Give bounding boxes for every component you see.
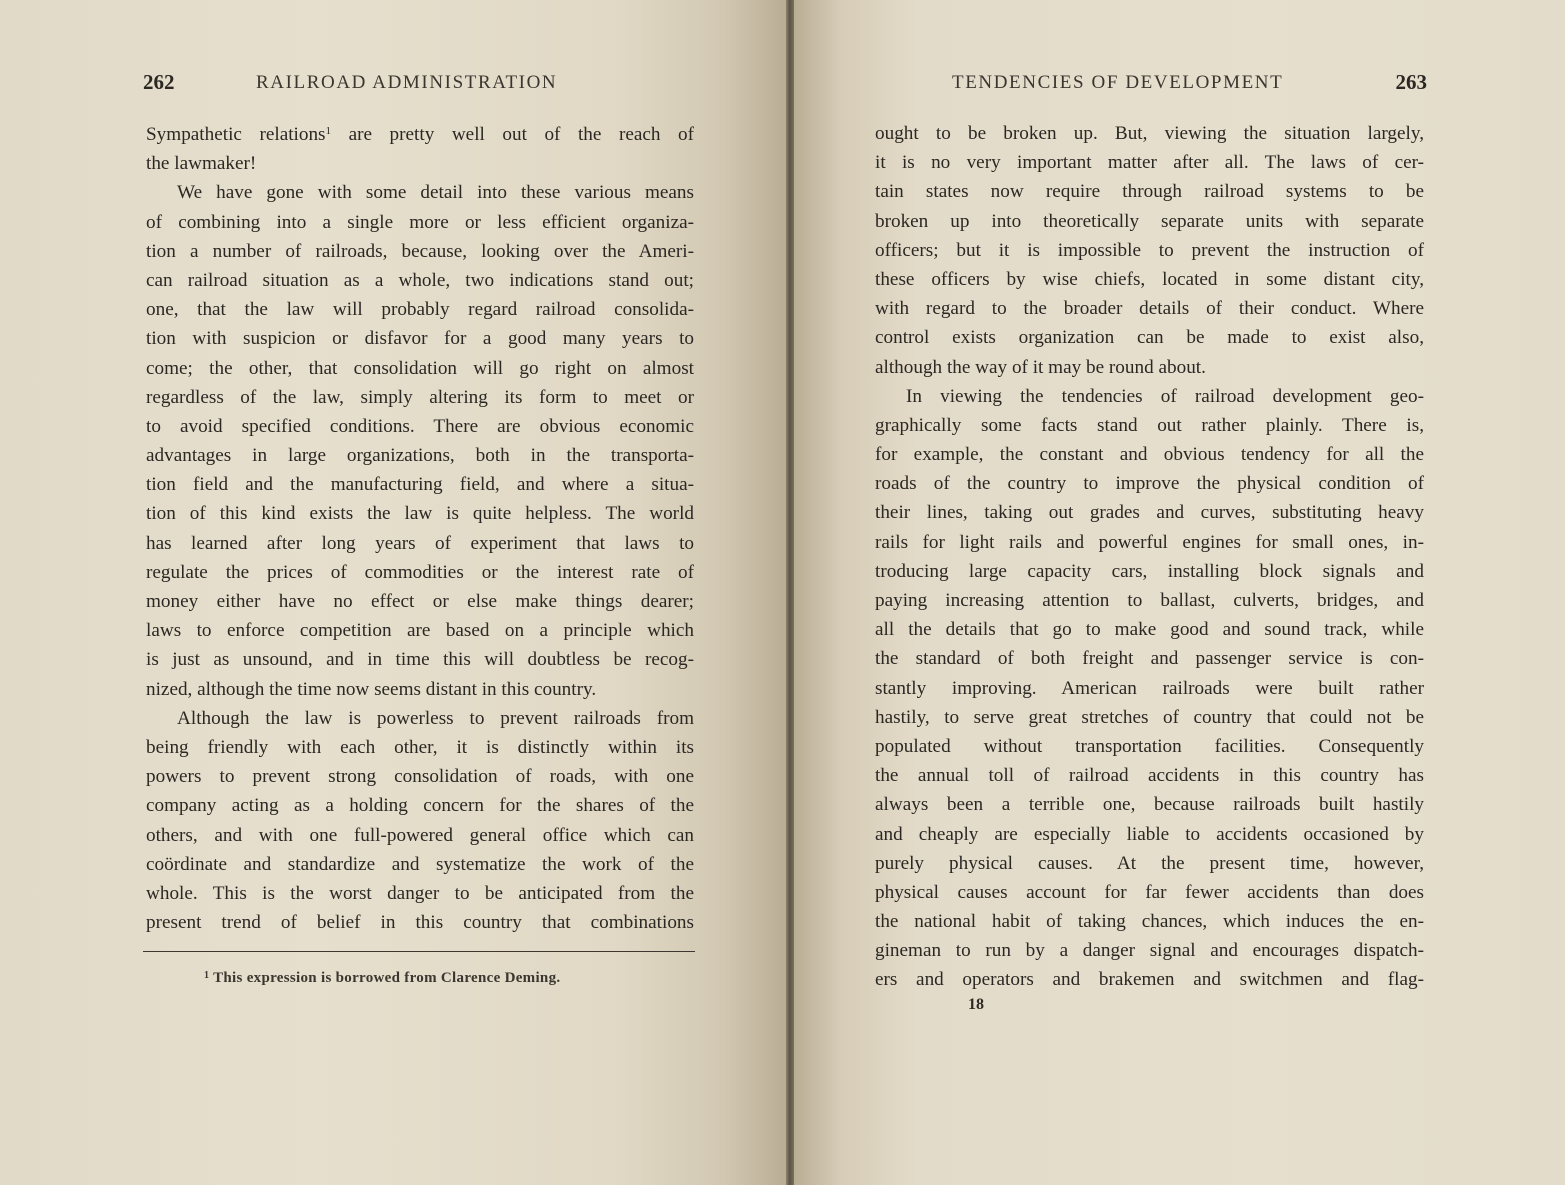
footnote-divider — [143, 951, 695, 952]
text-line: the annual toll of railroad accidents in this country has — [875, 765, 1424, 787]
text-line: always been a terrible one, because railroads built hastily — [875, 794, 1424, 816]
text-line: tion a number of railroads, because, looking over the Ameri- — [146, 240, 694, 262]
text-line: money either have no effect or else make things dearer; — [146, 591, 694, 612]
text-line: the standard of both freight and passenger service is con- — [875, 648, 1424, 670]
text-line: stantly improving. American railroads were built rather — [875, 677, 1424, 699]
text-line: tain states now require through railroad systems to be — [875, 181, 1424, 203]
text-line: come; the other, that consolidation will go right on almost — [146, 357, 694, 379]
left-running-title: RAILROAD ADMINISTRATION — [256, 72, 558, 93]
left-running-head — [143, 72, 698, 102]
text-line: it is no very important matter after all. The laws of cer- — [875, 152, 1424, 174]
text-line: coördinate and standardize and systematize the work of the — [146, 853, 694, 875]
text-line: to avoid specified conditions. There are obvious economic — [146, 415, 694, 437]
footnote-reference: 1 — [325, 125, 332, 137]
text-line: and cheaply are especially liable to accidents occasioned by — [875, 823, 1424, 845]
text-line: control exists organization can be made to exist also, — [875, 327, 1424, 349]
text-line: these officers by wise chiefs, located in some distant city, — [875, 268, 1424, 290]
right-page-number: 263 — [1395, 70, 1427, 94]
text-line: others, and with one full-powered general office which can — [146, 824, 694, 846]
text-line — [146, 120, 694, 149]
text-line: although the way of it may be round about. — [875, 356, 1206, 378]
text-line: officers; but it is impossible to prevent the instruction of — [875, 239, 1424, 261]
left-body-text — [146, 120, 694, 937]
text-line: one, that the law will probably regard railroad consolida- — [146, 299, 694, 321]
text-line: hastily, to serve great stretches of country that could not be — [875, 706, 1424, 728]
right-page — [794, 0, 1565, 1185]
text-line: rails for light rails and powerful engines for small ones, in- — [875, 531, 1424, 553]
left-page-number: 262 — [143, 70, 175, 94]
right-running-head — [952, 72, 1427, 102]
text-line: the national habit of taking chances, which induces the en- — [875, 911, 1424, 933]
text-line: tion of this kind exists the law is quite helpless. The world — [146, 503, 694, 525]
text-line: is just as unsound, and in time this will doubtless be recog- — [146, 649, 694, 671]
text-line: ers and operators and brakemen and switchmen and flag- — [875, 969, 1424, 991]
text-line: populated without transportation facilities. Consequently — [875, 735, 1424, 757]
text-line: company acting as a holding concern for the shares of the — [146, 795, 694, 817]
right-body-text — [875, 119, 1424, 995]
text-line: can railroad situation as a whole, two indications stand out; — [146, 269, 694, 291]
text-line: graphically some facts stand out rather plainly. There is, — [875, 414, 1424, 436]
text-line: troducing large capacity cars, installing block signals and — [875, 560, 1424, 582]
signature-mark: 18 — [968, 996, 984, 1013]
text-line: gineman to run by a danger signal and encourages dispatch- — [875, 940, 1424, 962]
text-line: present trend of belief in this country that combinations — [146, 912, 694, 934]
text-line: powers to prevent strong consolidation of roads, with one — [146, 766, 694, 788]
text-line: the lawmaker! — [146, 153, 257, 175]
footnote — [204, 970, 560, 987]
text-line: broken up into theoretically separate units with separate — [875, 210, 1424, 232]
text-line: paying increasing attention to ballast, culverts, bridges, and — [875, 590, 1424, 611]
text-line-end: are pretty well out of the reach of — [348, 124, 694, 145]
text-line: with regard to the broader details of their conduct. Where — [875, 298, 1424, 320]
text-line: Although the law is powerless to prevent railroads from — [177, 707, 694, 729]
text-line: for example, the constant and obvious tendency for all the — [875, 444, 1424, 466]
text-line: physical causes account for far fewer accidents than does — [875, 881, 1424, 903]
text-line-start: Sympathetic relations — [146, 124, 326, 145]
text-line: tion field and the manufacturing field, and where a situa- — [146, 474, 694, 496]
right-running-title: TENDENCIES OF DEVELOPMENT — [952, 72, 1284, 93]
text-line: purely physical causes. At the present time, however, — [875, 852, 1424, 874]
text-line: their lines, taking out grades and curves, substituting heavy — [875, 502, 1424, 524]
text-line: regulate the prices of commodities or the interest rate of — [146, 561, 694, 583]
text-line: nized, although the time now seems distant in this country. — [146, 678, 597, 700]
text-line: tion with suspicion or disfavor for a good many years to — [146, 328, 694, 350]
text-line: of combining into a single more or less efficient organiza- — [146, 211, 694, 233]
text-line: being friendly with each other, it is distinctly within its — [146, 736, 694, 758]
footnote-text: This expression is borrowed from Clarence Deming. — [213, 970, 561, 986]
text-line: roads of the country to improve the physical condition of — [875, 473, 1424, 495]
text-line: laws to enforce competition are based on a principle which — [146, 620, 694, 642]
text-line: regardless of the law, simply altering its form to meet or — [146, 386, 694, 408]
text-line: We have gone with some detail into these various means — [177, 182, 694, 204]
footnote-number: 1 — [204, 970, 210, 981]
text-line: whole. This is the worst danger to be anticipated from the — [146, 882, 694, 904]
text-line: advantages in large organizations, both in the transporta- — [146, 445, 694, 467]
text-line: In viewing the tendencies of railroad development geo- — [906, 385, 1424, 407]
book-gutter — [786, 0, 794, 1185]
text-line: ought to be broken up. But, viewing the situation largely, — [875, 123, 1424, 144]
text-line: has learned after long years of experiment that laws to — [146, 532, 694, 554]
text-line: all the details that go to make good and sound track, while — [875, 619, 1424, 641]
